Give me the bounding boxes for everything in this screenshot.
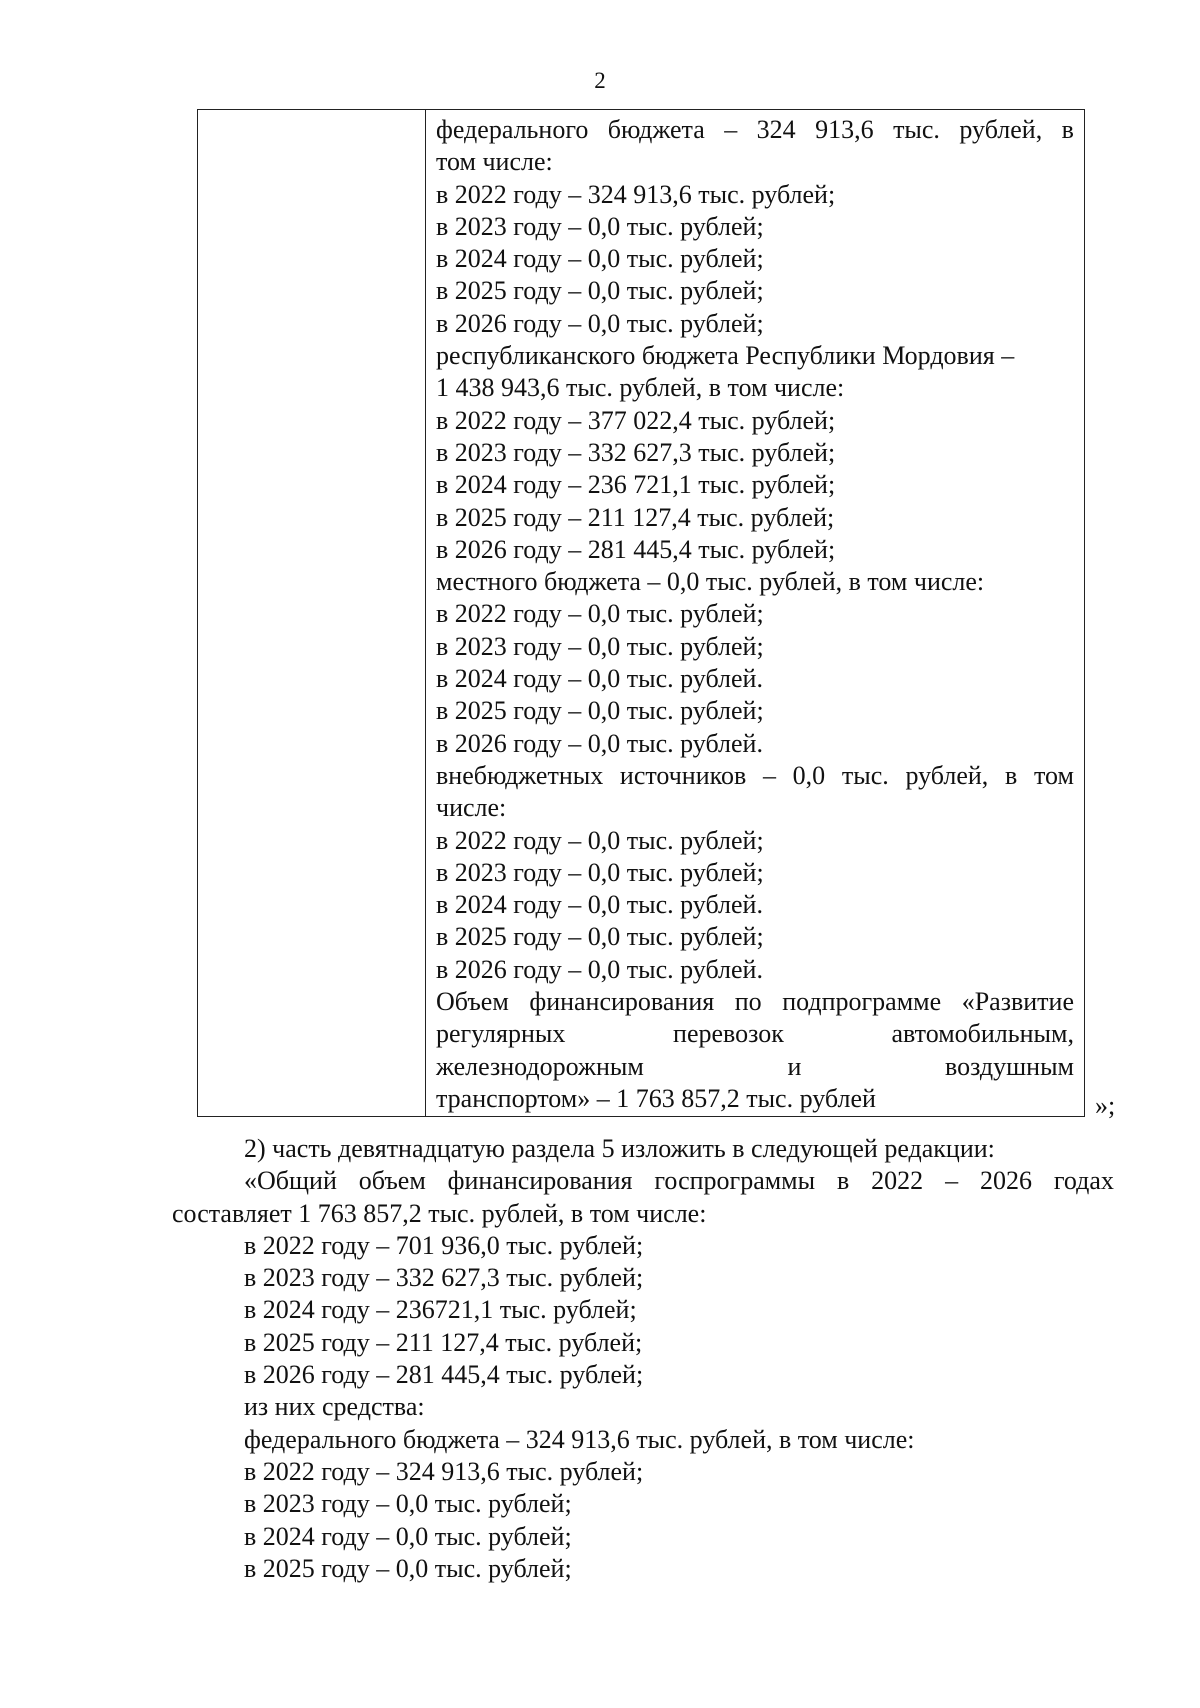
table-cell-line: республиканского бюджета Республики Мордовия –	[436, 341, 1015, 371]
body-text-line: в 2022 году – 701 936,0 тыс. рублей;	[244, 1230, 644, 1260]
body-text-line: в 2022 году – 324 913,6 тыс. рублей;	[244, 1456, 644, 1486]
table-cell-line: в 2025 году – 0,0 тыс. рублей;	[436, 696, 764, 726]
body-text-line: в 2024 году – 0,0 тыс. рублей;	[244, 1521, 572, 1551]
table-cell-line: Объем финансирования по подпрограмме «Развитие	[436, 987, 1074, 1017]
body-text-line: 2) часть девятнадцатую раздела 5 изложить в следующей редакции:	[244, 1134, 995, 1163]
table-cell-line: в 2023 году – 0,0 тыс. рублей;	[436, 857, 764, 887]
body-text-line: в 2026 году – 281 445,4 тыс. рублей;	[244, 1360, 644, 1390]
table-cell-line: в 2023 году – 0,0 тыс. рублей;	[436, 211, 764, 241]
amendment-text	[172, 1133, 1114, 1585]
table-cell-line: 1 438 943,6 тыс. рублей, в том числе:	[436, 373, 845, 403]
table-cell-line: местного бюджета – 0,0 тыс. рублей, в том числе:	[436, 567, 985, 597]
body-text-line: в 2025 году – 211 127,4 тыс. рублей;	[244, 1327, 643, 1357]
body-text-line: федерального бюджета – 324 913,6 тыс. рублей, в том числе:	[244, 1424, 915, 1454]
body-text-line: в 2025 году – 0,0 тыс. рублей;	[244, 1553, 572, 1583]
table-cell-line: в 2023 году – 0,0 тыс. рублей;	[436, 631, 764, 661]
table-cell-line: внебюджетных источников – 0,0 тыс. рублей, в том	[436, 760, 1074, 790]
table-cell-line: в 2026 году – 0,0 тыс. рублей.	[436, 954, 763, 984]
table-cell-line: в 2025 году – 211 127,4 тыс. рублей;	[436, 502, 835, 532]
table-cell-line: в 2022 году – 0,0 тыс. рублей;	[436, 599, 764, 629]
table-cell-line: в 2024 году – 0,0 тыс. рублей;	[436, 244, 764, 274]
table-cell-line: регулярных перевозок автомобильным,	[436, 1019, 1074, 1049]
table-cell-line: в 2022 году – 324 913,6 тыс. рублей;	[436, 179, 836, 209]
financing-table	[197, 109, 1085, 1117]
table-cell-line: в 2022 году – 377 022,4 тыс. рублей;	[436, 405, 836, 435]
table-right-cell	[436, 114, 1074, 1115]
table-cell-line: в 2025 году – 0,0 тыс. рублей;	[436, 276, 764, 306]
table-cell-line: в 2022 году – 0,0 тыс. рублей;	[436, 825, 764, 855]
closing-quote: »;	[1095, 1091, 1116, 1120]
body-text-line: в 2023 году – 332 627,3 тыс. рублей;	[244, 1263, 644, 1293]
table-cell-line: в 2024 году – 0,0 тыс. рублей.	[436, 664, 763, 694]
table-cell-line: в 2024 году – 236 721,1 тыс. рублей;	[436, 470, 836, 500]
table-cell-line: железнодорожным и воздушным	[436, 1051, 1074, 1081]
table-cell-line: в 2024 году – 0,0 тыс. рублей.	[436, 890, 763, 920]
table-cell-line: в 2026 году – 0,0 тыс. рублей;	[436, 308, 764, 338]
body-text-line: из них средства:	[244, 1392, 425, 1422]
table-cell-line: числе:	[436, 793, 507, 823]
body-text-line: в 2024 году – 236721,1 тыс. рублей;	[244, 1295, 637, 1325]
table-cell-line: в 2025 году – 0,0 тыс. рублей;	[436, 922, 764, 952]
table-column-divider	[425, 110, 426, 1116]
body-text-line: «Общий объем финансирования госпрограммы в 2022 – 2026 годах	[244, 1166, 1114, 1196]
body-text-line: составляет 1 763 857,2 тыс. рублей, в том числе:	[172, 1198, 707, 1228]
page-number: 2	[594, 68, 606, 93]
table-cell-line: федерального бюджета – 324 913,6 тыс. рублей, в	[436, 115, 1074, 144]
table-cell-line: транспортом» – 1 763 857,2 тыс. рублей	[436, 1083, 876, 1113]
table-cell-line: том числе:	[436, 147, 553, 177]
body-text-line: в 2023 году – 0,0 тыс. рублей;	[244, 1489, 572, 1519]
table-cell-line: в 2023 году – 332 627,3 тыс. рублей;	[436, 437, 836, 467]
table-cell-line: в 2026 году – 281 445,4 тыс. рублей;	[436, 534, 836, 564]
table-cell-line: в 2026 году – 0,0 тыс. рублей.	[436, 728, 763, 758]
